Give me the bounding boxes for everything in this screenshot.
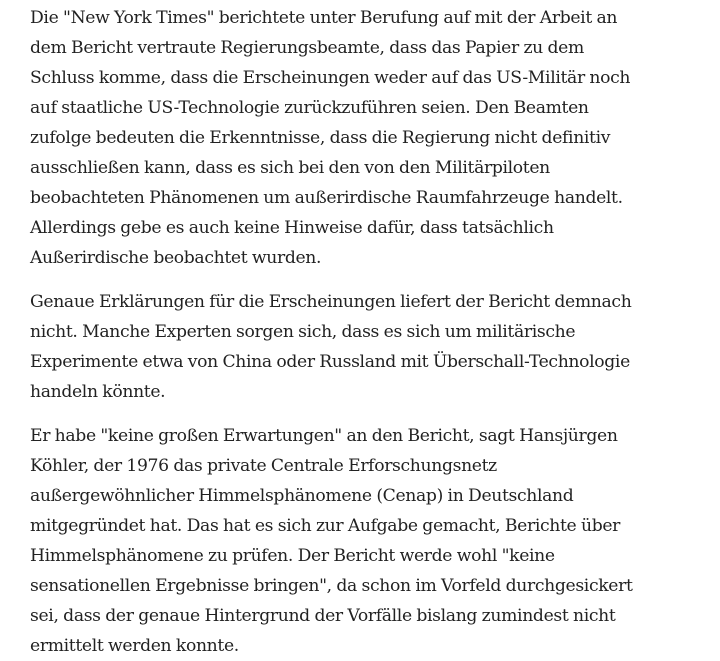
text-line: Experimente etwa von China oder Russland mit Überschall-Technologie	[30, 352, 630, 372]
text-line: mitgegründet hat. Das hat es sich zur Aufgabe gemacht, Berichte über	[30, 516, 621, 536]
article-paragraph-1	[30, 0, 690, 273]
text-line: handeln könnte.	[30, 382, 166, 402]
text-line: Genaue Erklärungen für die Erscheinungen liefert der Bericht demnach	[30, 292, 632, 312]
text-line: sensationellen Ergebnisse bringen", da schon im Vorfeld durchgesickert	[30, 576, 633, 596]
text-line: dem Bericht vertraute Regierungsbeamte, dass das Papier zu dem	[30, 38, 584, 58]
text-line: Köhler, der 1976 das private Centrale Erforschungsnetz	[30, 456, 497, 476]
text-line: Allerdings gebe es auch keine Hinweise dafür, dass tatsächlich	[30, 218, 554, 238]
text-line: ermittelt werden konnte.	[30, 636, 239, 656]
text-line: Außerirdische beobachtet wurden.	[30, 248, 322, 268]
text-line: außergewöhnlicher Himmelsphänomene (Cenap) in Deutschland	[30, 486, 574, 506]
text-line: ausschließen kann, dass es sich bei den von den Militärpiloten	[30, 158, 550, 178]
text-line: Die "New York Times" berichtete unter Berufung auf mit der Arbeit an	[30, 8, 618, 28]
text-line: beobachteten Phänomenen um außerirdische Raumfahrzeuge handelt.	[30, 188, 623, 208]
article-paragraph-2	[30, 287, 690, 407]
text-line: zufolge bedeuten die Erkenntnisse, dass die Regierung nicht definitiv	[30, 128, 611, 148]
text-line: sei, dass der genaue Hintergrund der Vorfälle bislang zumindest nicht	[30, 606, 616, 626]
text-line: auf staatliche US-Technologie zurückzuführen seien. Den Beamten	[30, 98, 589, 118]
text-line: Himmelsphänomene zu prüfen. Der Bericht werde wohl "keine	[30, 546, 555, 566]
text-line: Er habe "keine großen Erwartungen" an den Bericht, sagt Hansjürgen	[30, 426, 618, 446]
article-paragraph-3	[30, 421, 690, 661]
text-line: Schluss komme, dass die Erscheinungen weder auf das US-Militär noch	[30, 68, 631, 88]
text-line: nicht. Manche Experten sorgen sich, dass es sich um militärische	[30, 322, 576, 342]
